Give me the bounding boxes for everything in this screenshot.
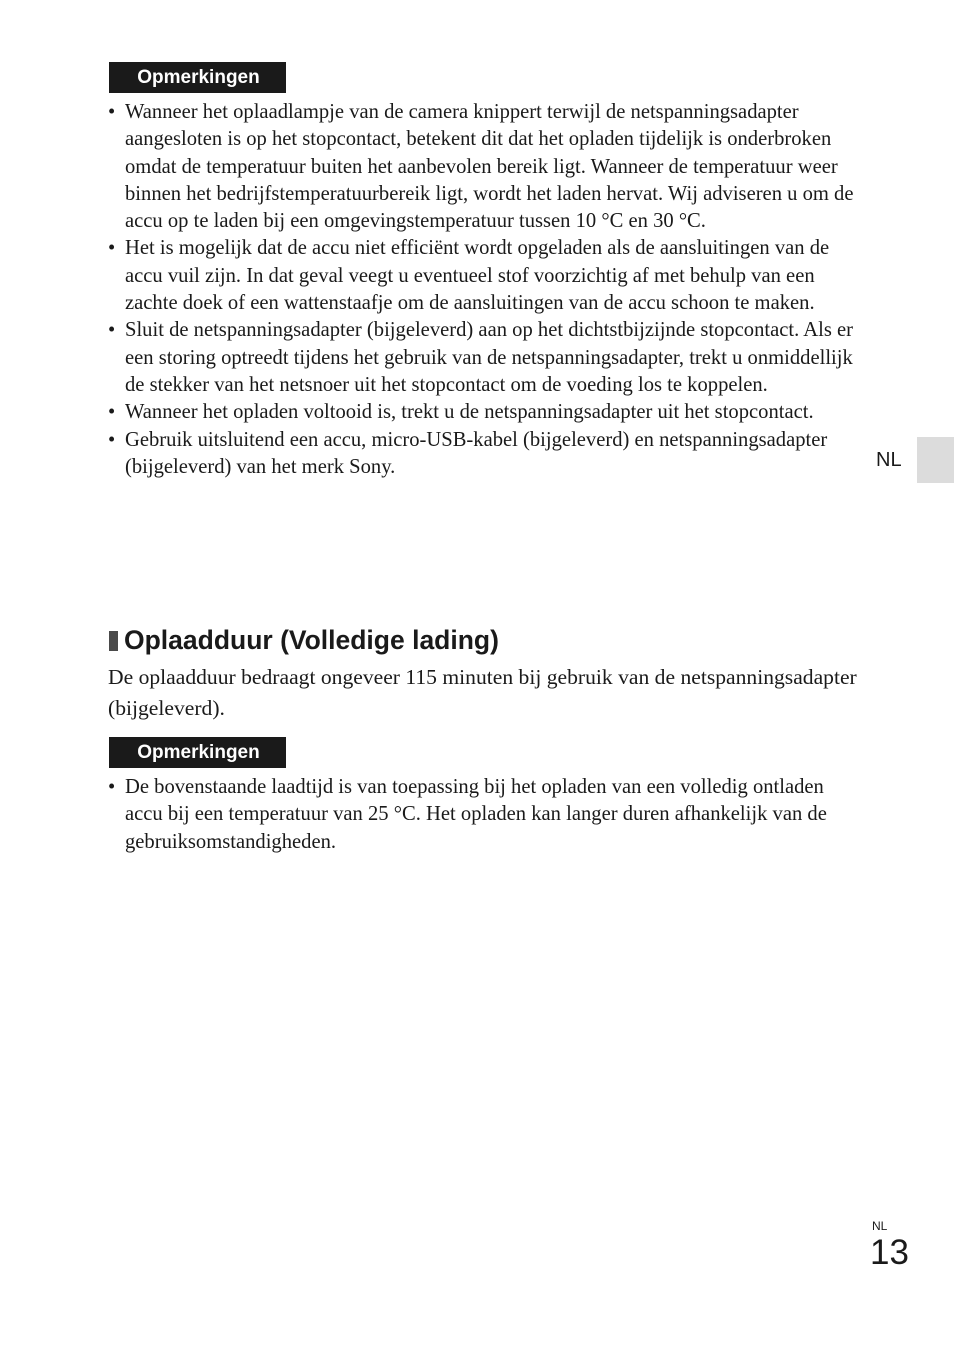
notes-badge: Opmerkingen xyxy=(109,62,286,93)
note-text: Wanneer het oplaadlampje van de camera knippert terwijl de netspanningsadapter aangesloten is op het stopcontact, betekent dit dat het opladen tijdelijk is onderbroken omdat de temperatuur buiten het aanbevolen bereik ligt. Wanneer de temperatuur weer binnen het bedrijfstemperatuurbereik ligt, wordt het laden hervat. Wij adviseren u om de accu op te laden bij een omgevingstemperatuur tussen 10 °C en 30 °C. xyxy=(125,101,854,233)
section-heading xyxy=(109,622,499,658)
footer-language: NL xyxy=(872,1219,888,1233)
section-body: De oplaadduur bedraagt ongeveer 115 minuten bij gebruik van de netspanningsadapter (bijgeleverd). xyxy=(108,665,857,720)
note-text: Gebruik uitsluitend een accu, micro-USB-kabel (bijgeleverd) en netspanningsadapter (bijgeleverd) van het merk Sony. xyxy=(125,428,828,478)
bullet-icon: • xyxy=(108,319,116,342)
section-title-text: Oplaadduur (Volledige lading) xyxy=(124,625,499,655)
bullet-icon: • xyxy=(108,428,116,451)
notes-list xyxy=(108,99,860,481)
notes-list xyxy=(108,774,860,856)
list-item xyxy=(108,235,860,317)
bullet-icon: • xyxy=(108,237,116,260)
list-item xyxy=(108,427,860,482)
note-text: Het is mogelijk dat de accu niet efficiënt wordt opgeladen als de aansluitingen van de accu vuil zijn. In dat geval veegt u eventueel stof voorzichtig af met behulp van een zachte doek of een wattenstaafje om de aansluitingen van de accu schoon te maken. xyxy=(125,237,830,315)
note-text: Sluit de netspanningsadapter (bijgeleverd) aan op het dichtstbijzijnde stopcontact. Als er een storing optreedt tijdens het gebruik van de netspanningsadapter, trekt u onmiddellijk de stekker van het netsnoer uit het stopcontact om de voeding los te koppelen. xyxy=(125,319,854,396)
bullet-icon: • xyxy=(108,401,116,424)
language-side-tab xyxy=(917,437,954,483)
note-text: Wanneer het opladen voltooid is, trekt u de netspanningsadapter uit het stopcontact. xyxy=(125,401,814,424)
section-marker-icon xyxy=(109,631,118,651)
note-text: De bovenstaande laadtijd is van toepassing bij het opladen van een volledig ontladen accu bij een temperatuur van 25 °C. Het opladen kan langer duren afhankelijk van de gebruiksomstandigheden. xyxy=(125,776,827,853)
list-item xyxy=(108,399,860,426)
list-item xyxy=(108,317,860,399)
bullet-icon: • xyxy=(108,101,116,123)
notes-badge: Opmerkingen xyxy=(109,737,286,768)
list-item xyxy=(108,774,860,856)
language-label: NL xyxy=(876,449,902,471)
list-item xyxy=(108,99,860,235)
page-number: 13 xyxy=(870,1233,909,1272)
bullet-icon: • xyxy=(108,776,116,798)
